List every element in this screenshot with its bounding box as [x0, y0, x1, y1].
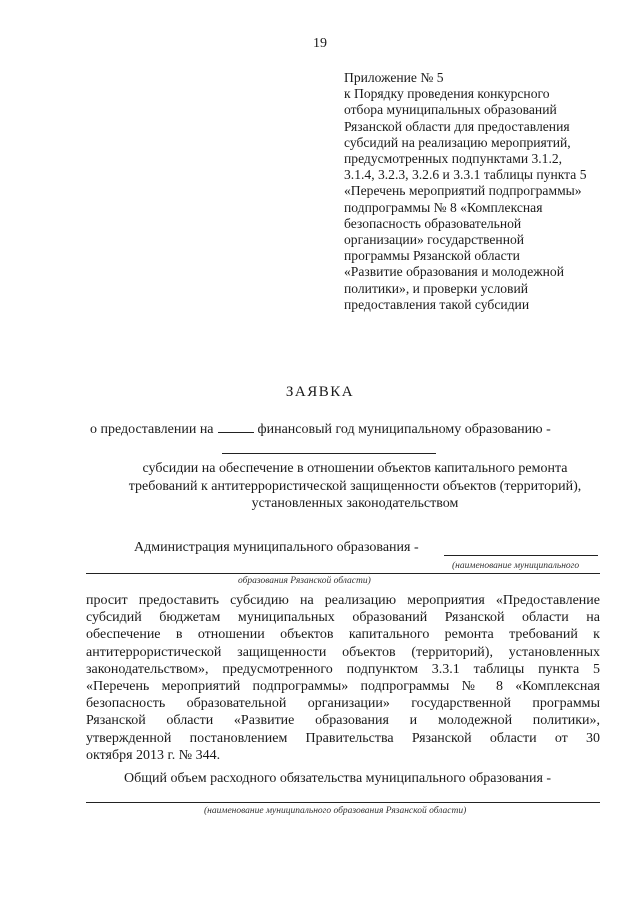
administration-label: Администрация муниципального образования -	[134, 540, 419, 555]
municipality-name-line[interactable]	[222, 453, 436, 454]
appendix-line: подпрограммы № 8 «Комплексная	[344, 199, 543, 215]
body-line: октября 2013 г. № 344.	[86, 747, 221, 763]
request-text-before: о предоставлении на	[90, 422, 214, 437]
body-line: субсидий бюджетам муниципальных образований Рязанской области на	[86, 610, 600, 626]
bottom-caption: (наименование муниципального образования Рязанской области)	[204, 806, 467, 816]
body-line: антитеррористической защищенности объектов (территорий), установленных	[86, 644, 600, 660]
subject-line: требований к антитеррористической защищенности объектов (территорий),	[128, 478, 582, 494]
body-line: законодательством», предусмотренного подпунктом 3.3.1 таблицы пункта 5	[86, 661, 600, 677]
administration-caption-1: (наименование муниципального	[452, 561, 580, 571]
appendix-line: 3.1.4, 3.2.3, 3.2.6 и 3.3.1 таблицы пункта 5	[344, 167, 587, 183]
body-line: Рязанской области «Развитие образования и молодежной политики»,	[86, 713, 600, 729]
appendix-line: «Развитие образования и молодежной	[344, 264, 564, 280]
appendix-line: субсидий на реализацию мероприятий,	[344, 134, 571, 150]
year-blank-field[interactable]	[218, 420, 254, 433]
obligation-line: Общий объем расходного обязательства муниципального образования -	[124, 771, 552, 786]
body-line: «Перечень мероприятий подпрограммы» подпрограммы № 8 «Комплексная	[86, 679, 600, 695]
appendix-line: предусмотренных подпунктами 3.1.2,	[344, 151, 563, 167]
body-line: утвержденной постановлением Правительства Рязанской области от 30	[86, 730, 600, 746]
administration-name-line[interactable]	[444, 555, 598, 556]
appendix-line: к Порядку проведения конкурсного	[344, 86, 550, 102]
obligation-name-line[interactable]	[86, 802, 600, 803]
body-line: просит предоставить субсидию на реализацию мероприятия «Предоставление	[86, 593, 600, 608]
page-number: 19	[313, 36, 327, 51]
appendix-line: «Перечень мероприятий подпрограммы»	[344, 183, 582, 199]
appendix-line: предоставления такой субсидии	[344, 296, 530, 312]
request-text-after: финансовый год муниципальному образованию -	[257, 422, 551, 437]
appendix-line: программы Рязанской области	[344, 248, 520, 264]
appendix-line: Рязанской области для предоставления	[344, 118, 570, 134]
body-line: обеспечение в отношении объектов капитального ремонта требований к	[86, 627, 600, 643]
subject-line: установленных законодательством	[251, 496, 459, 511]
administration-caption-2: образования Рязанской области)	[238, 576, 371, 586]
appendix-line: политики», и проверки условий	[344, 280, 529, 296]
body-line: безопасность образовательной организации» государственной программы	[86, 696, 600, 712]
body-paragraph	[86, 592, 600, 764]
appendix-line: отбора муниципальных образований	[344, 102, 557, 118]
appendix-line: безопасность образовательной	[344, 215, 522, 231]
request-subject	[60, 460, 640, 513]
subject-line: субсидии на обеспечение в отношении объектов капитального ремонта	[142, 461, 568, 476]
request-line	[90, 420, 610, 439]
document-title: ЗАЯВКА	[285, 384, 355, 400]
appendix-header	[344, 70, 612, 313]
appendix-line: организации» государственной	[344, 232, 525, 248]
appendix-line: Приложение № 5	[344, 70, 444, 85]
administration-name-line-2[interactable]	[86, 573, 600, 574]
